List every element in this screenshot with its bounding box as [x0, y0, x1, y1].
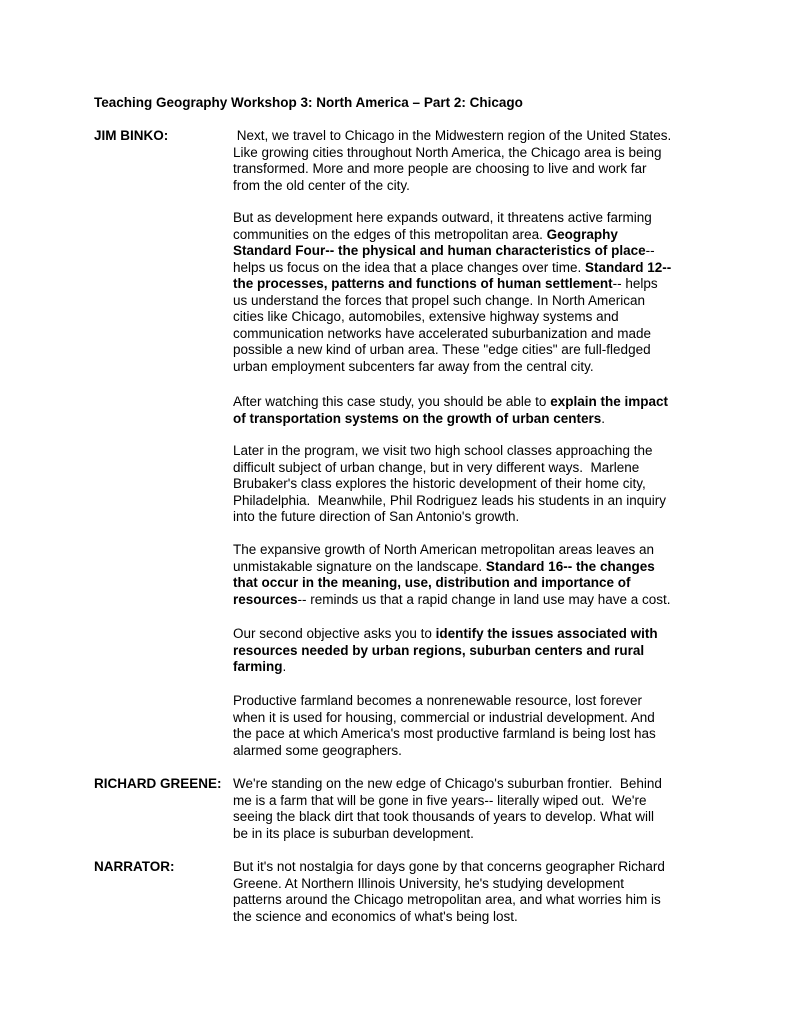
text-line: cities like Chicago, automobiles, extensive highway systems and [233, 309, 619, 324]
text-segment: -- reminds us that a rapid change in land use may have a cost. [297, 591, 671, 607]
text-line [233, 643, 703, 660]
text-line: But it's not nostalgia for days gone by that concerns geographer Richard [233, 859, 665, 874]
paragraph-narrator [233, 859, 703, 925]
text-line: communication networks have accelerated suburbanization and made [233, 325, 651, 341]
text-line [233, 659, 703, 676]
bold-objective-text: explain the impact [550, 394, 668, 409]
text-line: urban employment subcenters far away from the central city. [233, 358, 594, 374]
paragraph-program [233, 443, 703, 526]
bold-standard-text: the processes, patterns and functions of human settlement [233, 276, 613, 291]
text-line: transformed. More and more people are choosing to live and work far [233, 161, 647, 176]
text-segment: Our second objective asks you to [233, 626, 436, 641]
text-line: Philadelphia. Meanwhile, Phil Rodriguez leads his students in an inquiry [233, 492, 667, 508]
text-line: the science and economics of what's being lost. [233, 908, 518, 924]
paragraph-objective-one [233, 394, 703, 427]
bold-standard-text: Geography [546, 226, 618, 242]
paragraph-intro [233, 128, 703, 194]
text-line: patterns around the Chicago metropolitan area, and what worries him is [233, 892, 661, 907]
text-line: We're standing on the new edge of Chicago's suburban frontier. Behind [233, 776, 662, 791]
text-line [233, 411, 703, 428]
text-line [233, 276, 703, 293]
bold-standard-text: resources [233, 591, 298, 607]
text-line [233, 227, 703, 244]
text-line: alarmed some geographers. [233, 742, 402, 758]
paragraph-farmland [233, 693, 703, 759]
text-line: Brubaker's class explores the historic development of their home city, [233, 476, 646, 491]
text-line: difficult subject of urban change, but in very different ways. Marlene [233, 459, 640, 475]
bold-standard-text: Standard 12-- [584, 259, 672, 275]
text-line [233, 260, 703, 277]
text-line [233, 626, 703, 643]
document-title: Teaching Geography Workshop 3: North America – Part 2: Chicago [94, 95, 523, 110]
text-line: Later in the program, we visit two high school classes approaching the [233, 443, 653, 458]
text-line [233, 243, 703, 260]
bold-objective-text: farming [233, 659, 283, 674]
text-line: us understand the forces that propel such change. In North American [233, 292, 645, 308]
paragraph-objective-two [233, 626, 703, 676]
text-line: Next, we travel to Chicago in the Midwestern region of the United States. [233, 128, 672, 143]
bold-objective-text: identify the issues associated with [435, 626, 658, 641]
text-line: possible a new kind of urban area. These "edge cities" are full-fledged [233, 342, 651, 357]
text-segment: After watching this case study, you should be able to [233, 394, 551, 409]
bold-objective-text: resources needed by urban regions, suburban centers and rural [233, 642, 645, 658]
text-segment: unmistakable signature on the landscape. [233, 558, 486, 574]
text-line [233, 559, 703, 576]
text-line: into the future direction of San Antonio's growth. [233, 509, 520, 524]
text-line: be in its place is suburban development. [233, 825, 474, 841]
text-line [233, 592, 703, 609]
text-line: Like growing cities throughout North America, the Chicago area is being [233, 144, 662, 160]
speaker-jim-binko: JIM BINKO: [94, 128, 169, 143]
text-line: the pace at which America's most productive farmland is being lost has [233, 726, 656, 741]
paragraph-development [233, 210, 703, 375]
text-line: Greene. At Northern Illinois University, he's studying development [233, 875, 625, 891]
speaker-richard-greene: RICHARD GREENE: [94, 776, 222, 791]
text-line [233, 394, 703, 411]
bold-objective-text: of transportation systems on the growth of urban centers [233, 410, 602, 426]
text-segment: helps us focus on the idea that a place changes over time. [233, 259, 585, 275]
text-segment: communities on the edges of this metropolitan area. [233, 226, 547, 242]
text-segment: . [282, 659, 287, 674]
text-segment: -- helps [612, 276, 658, 291]
text-line: when it is used for housing, commercial or industrial development. And [233, 709, 655, 725]
bold-standard-text: that occur in the meaning, use, distribution and importance of [233, 575, 631, 590]
text-line: seeing the black dirt that took thousands of years to develop. What will [233, 809, 654, 824]
paragraph-growth [233, 542, 703, 608]
paragraph-greene-quote [233, 776, 703, 842]
text-line: The expansive growth of North American metropolitan areas leaves an [233, 542, 654, 557]
text-segment: -- [645, 243, 655, 258]
speaker-narrator: NARRATOR: [94, 859, 175, 874]
bold-standard-text: Standard Four-- the physical and human characteristics of place [233, 243, 646, 258]
text-line: But as development here expands outward, it threatens active farming [233, 210, 652, 225]
text-segment: . [601, 410, 606, 426]
text-line: Productive farmland becomes a nonrenewable resource, lost forever [233, 693, 642, 708]
bold-standard-text: Standard 16-- the changes [485, 558, 655, 574]
text-line: from the old center of the city. [233, 177, 410, 193]
text-line [233, 575, 703, 592]
text-line: me is a farm that will be gone in five years-- literally wiped out. We're [233, 792, 647, 808]
